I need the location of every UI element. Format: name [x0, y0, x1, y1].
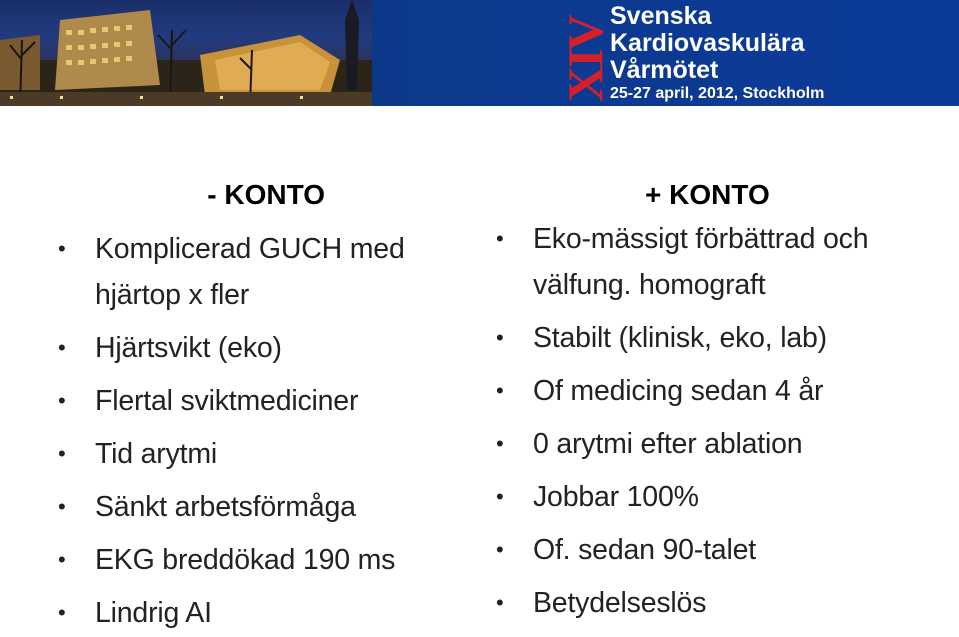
bullet-icon: • [58, 600, 66, 625]
list-item: • Eko-mässigt förbättrad och välfung. homograft [493, 216, 933, 308]
list-item: • Betydelseslös [493, 580, 933, 626]
list-item: • 0 arytmi efter ablation [493, 421, 933, 467]
list-item: • Hjärtsvikt (eko) [55, 325, 475, 371]
logo-line-3: Vårmötet [610, 56, 719, 84]
minus-konto-column [55, 176, 475, 637]
logo-line-1: Svenska [610, 2, 712, 30]
list-item: • Jobbar 100% [493, 474, 933, 520]
logo-date-location: 25-27 april, 2012, Stockholm [610, 85, 825, 102]
bullet-icon: • [58, 335, 66, 360]
bullet-icon: • [496, 537, 504, 562]
bullet-icon: • [58, 236, 66, 261]
list-item: • Flertal sviktmediciner [55, 378, 475, 424]
list-item: • Sänkt arbetsförmåga [55, 484, 475, 530]
bullet-icon: • [496, 484, 504, 509]
list-item: • Tid arytmi [55, 431, 475, 477]
list-item: • Stabilt (klinisk, eko, lab) [493, 315, 933, 361]
bullet-icon: • [58, 494, 66, 519]
plus-konto-list [493, 216, 933, 626]
bullet-icon: • [58, 388, 66, 413]
bullet-icon: • [496, 590, 504, 615]
logo-roman-numeral: XIV [557, 16, 613, 102]
minus-konto-title: - KONTO [207, 179, 325, 210]
header-banner [0, 0, 959, 106]
plus-konto-title: + KONTO [645, 179, 770, 210]
bullet-icon: • [58, 547, 66, 572]
stockholm-city-photo [0, 0, 372, 106]
bullet-icon: • [496, 226, 504, 251]
logo-line-2: Kardiovaskulära [610, 29, 805, 57]
bullet-icon: • [58, 441, 66, 466]
plus-konto-column [493, 176, 933, 633]
minus-konto-list [55, 226, 475, 636]
list-item: • Komplicerad GUCH med hjärtop x fler [55, 226, 475, 318]
conference-logo [557, 0, 860, 106]
bullet-icon: • [496, 431, 504, 456]
list-item: • Of. sedan 90-talet [493, 527, 933, 573]
bullet-icon: • [496, 378, 504, 403]
list-item: • Of medicing sedan 4 år [493, 368, 933, 414]
list-item: • EKG breddökad 190 ms [55, 537, 475, 583]
list-item: • Lindrig AI [55, 590, 475, 636]
bullet-icon: • [496, 325, 504, 350]
